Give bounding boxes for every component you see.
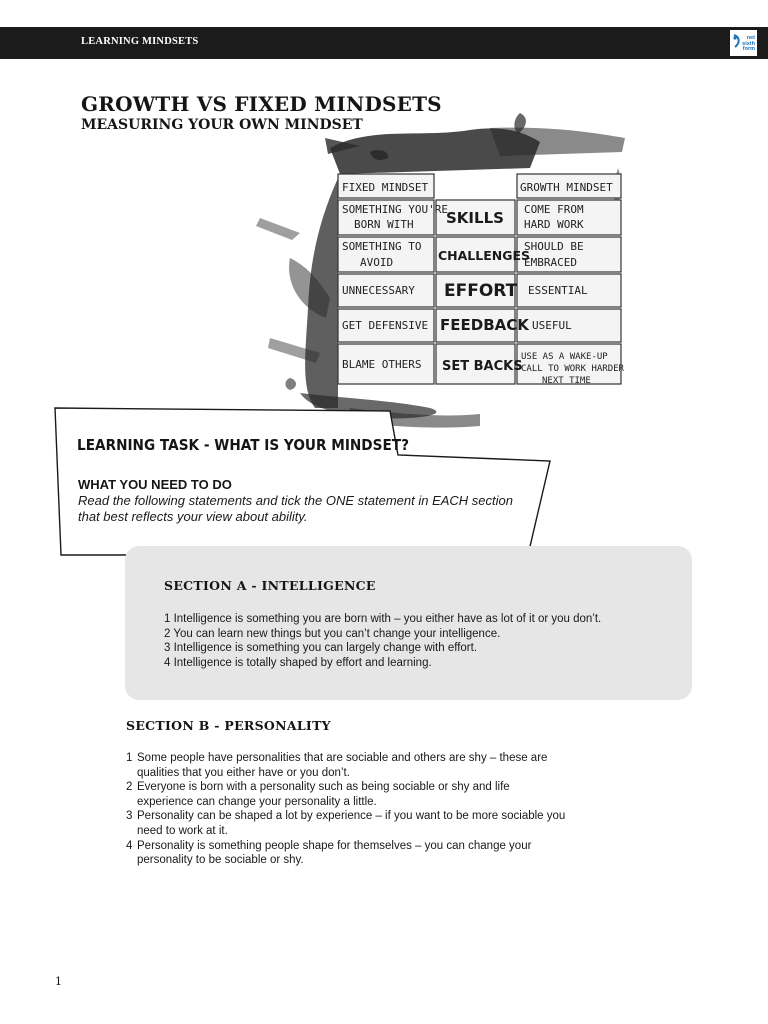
statement-item: 1 Intelligence is something you are born with – you either have as lot of it or you don’t. (164, 613, 602, 625)
header-bar (0, 27, 768, 59)
statement-text: Everyone is born with a personality such as being sociable or shy and life experience can change your personality a little. (137, 781, 510, 808)
growth-cell: ESSENTIAL (528, 284, 588, 297)
fixed-cell: BORN WITH (354, 218, 414, 231)
page-subtitle: MEASURING YOUR OWN MINDSET (81, 117, 363, 133)
growth-cell: USEFUL (532, 319, 572, 332)
growth-mindset-header: GROWTH MINDSET (520, 181, 613, 194)
topic-cell: CHALLENGES (438, 248, 531, 263)
page-number: 1 (55, 975, 62, 988)
fixed-cell: GET DEFENSIVE (342, 319, 429, 332)
section-b-heading: SECTION B - PERSONALITY (126, 718, 331, 733)
statement-text: Personality can be shaped a lot by experience – if you want to be more sociable you need to work at it. (137, 810, 566, 837)
topic-cell: EFFORT (444, 281, 518, 301)
fixed-cell: UNNECESSARY (342, 284, 415, 297)
logo-line: form (742, 46, 755, 53)
header-title: LEARNING MINDSETS (81, 36, 199, 47)
page-title: GROWTH VS FIXED MINDSETS (81, 92, 442, 116)
school-logo (730, 30, 757, 56)
logo-line: net (746, 35, 755, 41)
statement-item (126, 751, 566, 780)
section-b-statements (126, 751, 566, 868)
statement-item: 4 Intelligence is totally shaped by effort and learning. (164, 657, 432, 670)
fixed-mindset-header: FIXED MINDSET (342, 181, 429, 194)
task-title: LEARNING TASK - WHAT IS YOUR MINDSET? (77, 436, 409, 454)
logo-text (730, 30, 757, 56)
statement-item (126, 780, 566, 809)
statement-item (126, 839, 566, 868)
statement-number: 2 (126, 781, 133, 794)
topic-cell: SKILLS (446, 209, 504, 227)
topic-cell: FEEDBACK (440, 316, 529, 334)
fixed-cell: AVOID (360, 256, 394, 269)
statement-number: 1 (126, 752, 133, 764)
section-a-statements (164, 612, 601, 671)
growth-cell: HARD WORK (524, 218, 584, 231)
task-instructions-text: Read the following statements and tick the ONE statement in EACH section that best reflects your view about ability. (78, 493, 513, 524)
statement-number: 4 (126, 839, 133, 852)
statement-item (126, 809, 566, 838)
statement-text: Some people have personalities that are sociable and others are shy – these are qualities that you either have or you don’t. (137, 752, 548, 779)
fixed-cell: BLAME OTHERS (342, 358, 422, 371)
section-a-heading: SECTION A - INTELLIGENCE (164, 578, 376, 593)
task-instructions-label: WHAT YOU NEED TO DO (78, 477, 232, 492)
growth-cell: COME FROM (524, 203, 584, 216)
statement-text: Personality is something people shape for themselves – you can change your personality to be sociable or shy. (137, 839, 532, 867)
statement-number: 3 (126, 810, 133, 823)
growth-cell: SHOULD BE (524, 240, 584, 253)
topic-cell: SET BACKS (442, 359, 523, 374)
fixed-cell: SOMETHING TO (342, 240, 422, 253)
growth-cell: USE AS A WAKE-UP (521, 352, 608, 362)
logo-line: sixth (742, 40, 755, 47)
statement-item: 2 You can learn new things but you can’t change your intelligence. (164, 627, 501, 640)
fixed-cell: SOMETHING YOU'RE (342, 203, 448, 216)
growth-cell: EMBRACED (524, 256, 577, 269)
statement-item: 3 Intelligence is something you can largely change with effort. (164, 642, 478, 655)
growth-cell: NEXT TIME (542, 376, 591, 386)
growth-cell: CALL TO WORK HARDER (521, 364, 624, 374)
